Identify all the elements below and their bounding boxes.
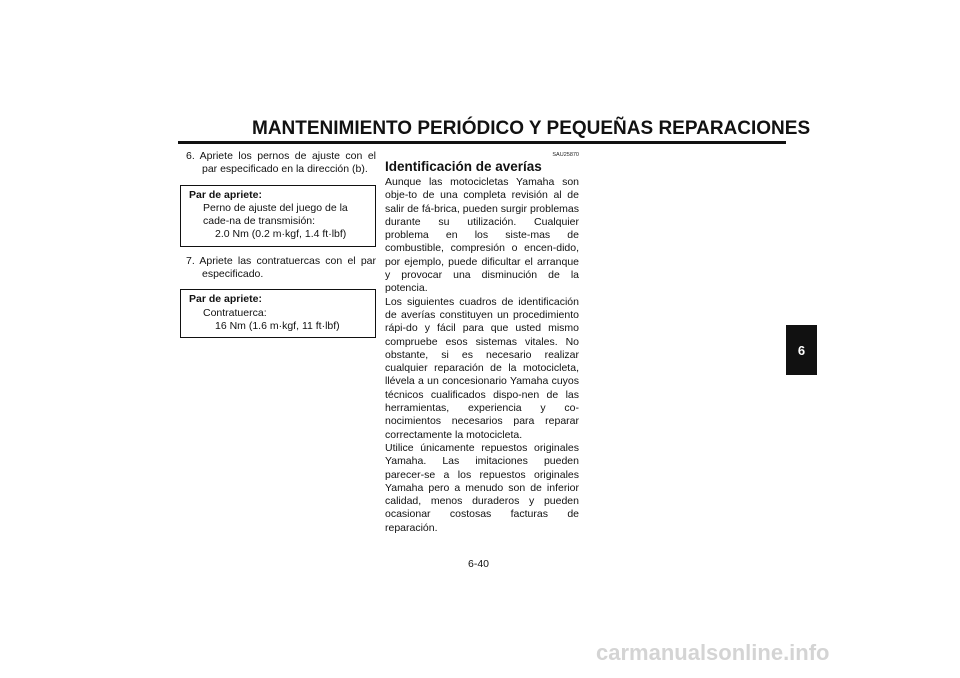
watermark: carmanualsonline.info [596, 640, 830, 665]
spec-item: Contratuerca: [203, 306, 267, 319]
title-rule [178, 141, 786, 144]
spec-heading: Par de apriete: [189, 188, 262, 201]
torque-spec-box-locknut [180, 289, 376, 338]
spec-item: Perno de ajuste del juego de la cade-na de transmisión: [203, 201, 348, 228]
step-6: 6. Apriete los pernos de ajuste con el par especificado en la dirección (b). [186, 150, 376, 176]
page-title: MANTENIMIENTO PERIÓDICO Y PEQUEÑAS REPARACIONES [252, 118, 811, 139]
spec-heading: Par de apriete: [189, 293, 262, 306]
paragraph: Los siguientes cuadros de identificación de averías constituyen un procedimiento rápi-do y fácil para que usted mismo compruebe esos sistemas vitales. No obstante, si es necesario realizar cualquier reparación de la motocicleta, llévela a un concesionario Yamaha cuyos técnicos cualificados dispo-nen de las herramientas, experiencia y co-nocimientos necesarios para reparar correctamente la motocicleta. [385, 295, 579, 441]
section-title: Identificación de averías [385, 159, 542, 174]
spec-value: 2.0 Nm (0.2 m·kgf, 1.4 ft·lbf) [215, 228, 347, 241]
paragraph: Utilice únicamente repuestos originales Yamaha. Las imitaciones pueden parecer-se a los repuestos originales Yamaha pero a menudo son de inferior calidad, menos duraderos y pueden ocasionar costosas facturas de reparación. [385, 441, 579, 534]
right-column [385, 152, 579, 535]
spec-value: 16 Nm (1.6 m·kgf, 11 ft·lbf) [215, 319, 340, 332]
step-7: 7. Apriete las contratuercas con el par especificado. [186, 254, 376, 281]
left-column [180, 150, 376, 346]
page-number: 6-40 [468, 558, 490, 570]
section-code: SAU25870 [552, 152, 579, 158]
chapter-tab: 6 [786, 325, 817, 375]
paragraph: Aunque las motocicletas Yamaha son obje-to de una completa revisión al de salir de fá-brica, pueden surgir problemas durante su utilización. Cualquier problema en los siste-mas de combustible, compresión o encen-dido, por ejemplo, puede dificultar el arranque y provocar una disminución de la potencia. [385, 176, 579, 295]
torque-spec-box-adjusting-bolt [180, 185, 376, 247]
